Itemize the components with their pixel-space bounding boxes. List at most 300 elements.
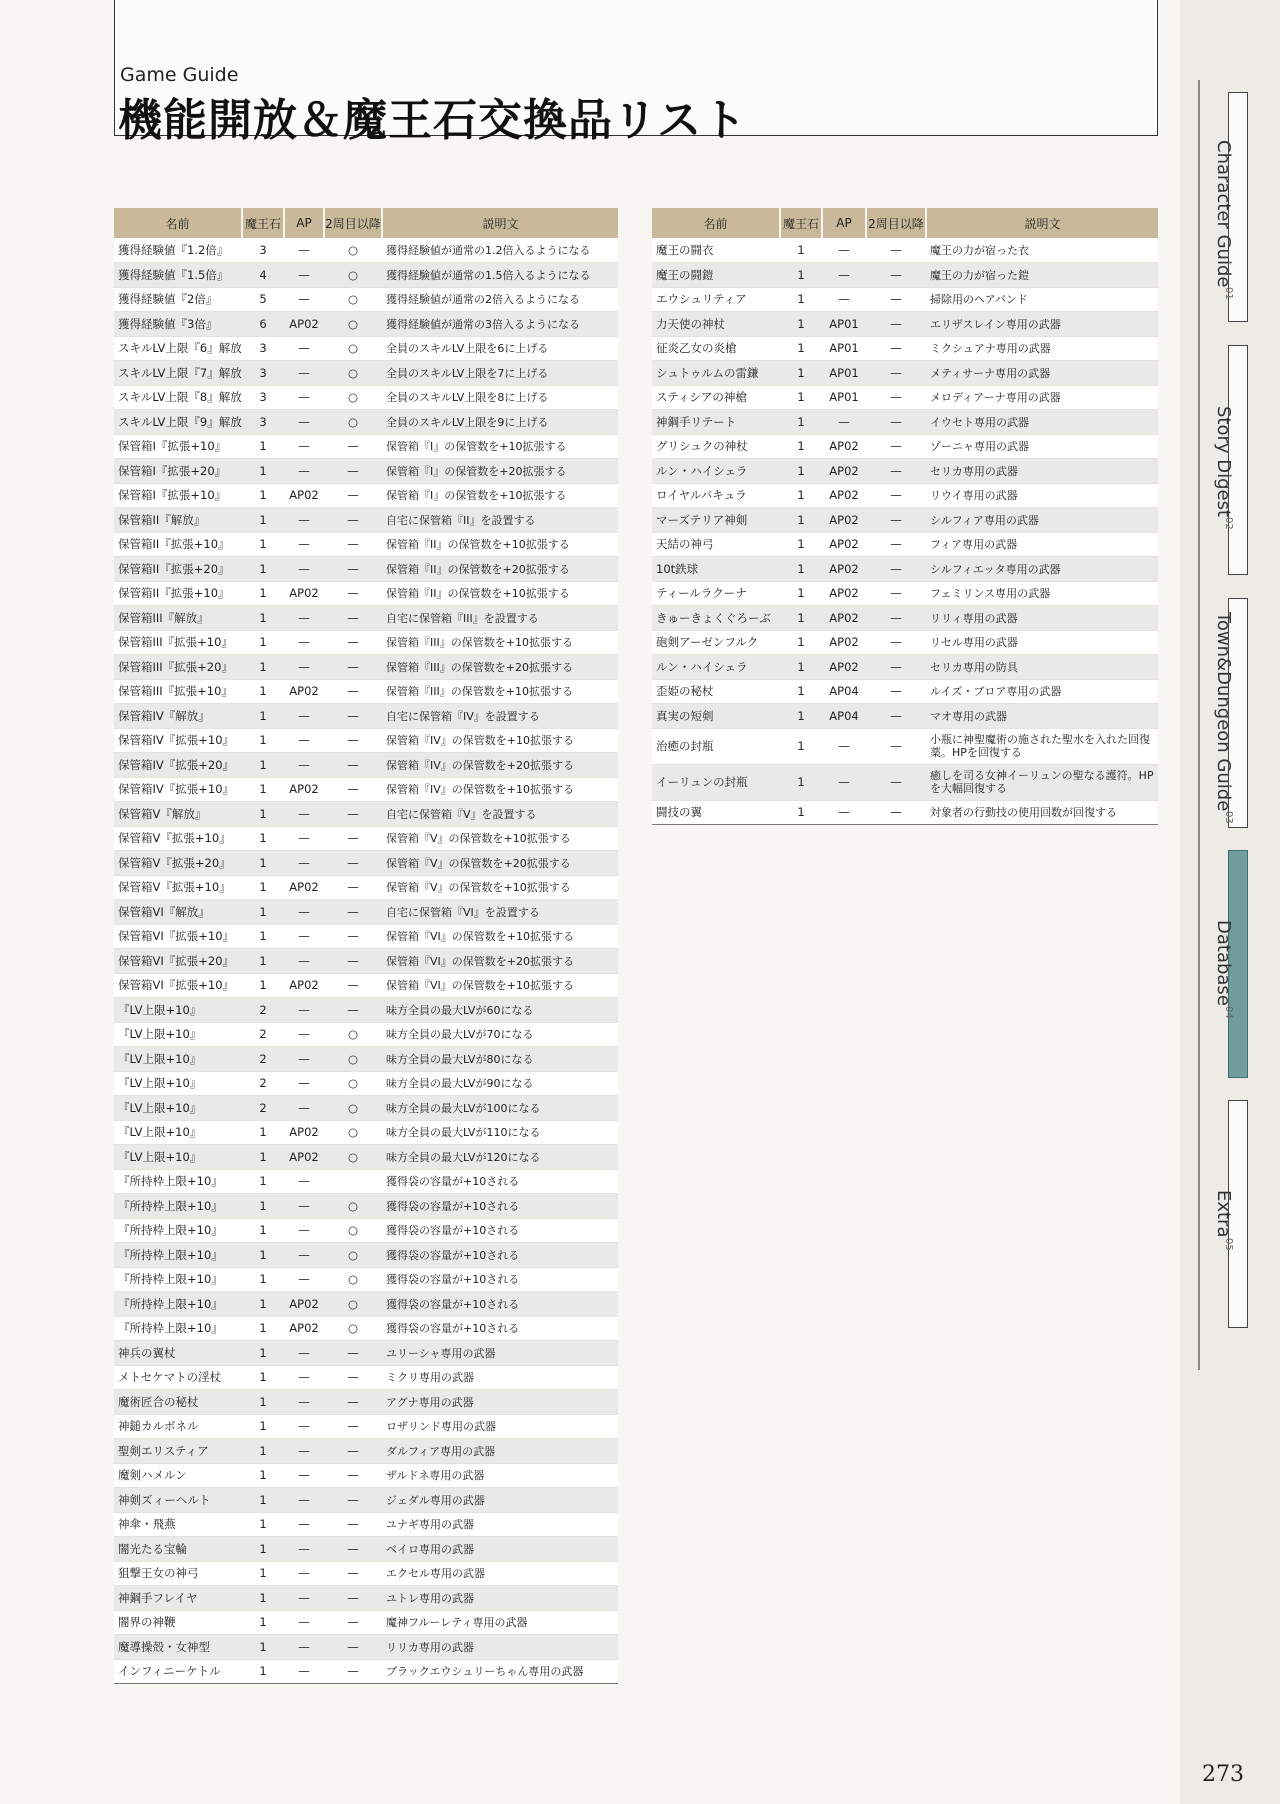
table-row — [114, 263, 618, 288]
table-row — [652, 764, 1158, 800]
cell-description: ジェダル専用の武器 — [382, 1488, 618, 1513]
cell-stone-cost: 1 — [242, 1341, 284, 1366]
table-row — [114, 1463, 618, 1488]
cell-ap: AP02 — [284, 679, 324, 704]
cell-ap: — — [284, 434, 324, 459]
cell-name: 聖剣エリスティア — [114, 1439, 242, 1464]
cell-name: 『所持枠上限+10』 — [114, 1169, 242, 1194]
table-row — [114, 1341, 618, 1366]
cell-stone-cost: 1 — [242, 630, 284, 655]
cell-description: ダルフィア専用の武器 — [382, 1439, 618, 1464]
table-row — [114, 1659, 618, 1684]
cell-description: 獲得経験値が通常の3倍入るようになる — [382, 312, 618, 337]
cell-description: 保管箱『VI』の保管数を+10拡張する — [382, 924, 618, 949]
cell-description: 保管箱『I』の保管数を+10拡張する — [382, 483, 618, 508]
cell-name: 保管箱I『拡張+20』 — [114, 459, 242, 484]
cell-description: 全員のスキルLV上限を8に上げる — [382, 385, 618, 410]
cell-second-run: — — [866, 728, 926, 764]
cell-stone-cost: 1 — [242, 704, 284, 729]
cell-description: 自宅に保管箱『V』を設置する — [382, 802, 618, 827]
table-row — [652, 336, 1158, 361]
cell-second-run: ○ — [324, 263, 382, 288]
cell-description: 自宅に保管箱『VI』を設置する — [382, 900, 618, 925]
cell-name: 保管箱III『拡張+10』 — [114, 679, 242, 704]
cell-description: メロディアーナ専用の武器 — [926, 385, 1158, 410]
cell-ap: — — [822, 287, 866, 312]
cell-ap: AP01 — [822, 361, 866, 386]
table-row — [652, 410, 1158, 435]
cell-name: 保管箱V『拡張+10』 — [114, 875, 242, 900]
cell-stone-cost: 2 — [242, 1047, 284, 1072]
cell-ap: — — [284, 1610, 324, 1635]
cell-second-run: — — [324, 508, 382, 533]
col-header-second-run: 2周目以降 — [324, 208, 382, 238]
cell-ap: — — [284, 1439, 324, 1464]
cell-second-run: — — [324, 1659, 382, 1684]
cell-second-run: — — [324, 900, 382, 925]
cell-description: 癒しを司る女神イーリュンの聖なる護符。HPを大幅回復する — [926, 764, 1158, 800]
table-row — [652, 483, 1158, 508]
cell-second-run: — — [324, 949, 382, 974]
cell-name: インフィニーケトル — [114, 1659, 242, 1684]
cell-ap: — — [284, 1561, 324, 1586]
cell-stone-cost: 1 — [242, 900, 284, 925]
cell-name: 天結の神弓 — [652, 532, 780, 557]
cell-stone-cost: 1 — [242, 826, 284, 851]
cell-second-run: — — [324, 753, 382, 778]
cell-stone-cost: 1 — [242, 777, 284, 802]
table-row — [114, 1316, 618, 1341]
col-header-second-run: 2周目以降 — [866, 208, 926, 238]
cell-name: 獲得経験値『2倍』 — [114, 287, 242, 312]
cell-name: 保管箱II『解放』 — [114, 508, 242, 533]
cell-second-run: ○ — [324, 1243, 382, 1268]
cell-stone-cost: 1 — [242, 1463, 284, 1488]
table-row — [114, 998, 618, 1023]
cell-description: 魔神フルーレティ専用の武器 — [382, 1610, 618, 1635]
cell-name: 魔剣ハメルン — [114, 1463, 242, 1488]
cell-second-run: ○ — [324, 287, 382, 312]
cell-name: 保管箱I『拡張+10』 — [114, 483, 242, 508]
cell-second-run: — — [866, 385, 926, 410]
cell-description: セリカ専用の武器 — [926, 459, 1158, 484]
table-row — [114, 1365, 618, 1390]
cell-ap: — — [822, 800, 866, 825]
cell-name: 保管箱II『拡張+10』 — [114, 532, 242, 557]
cell-name: 『LV上限+10』 — [114, 1145, 242, 1170]
cell-description: リリカ専用の武器 — [382, 1635, 618, 1660]
tab-story-digest[interactable] — [1198, 406, 1234, 538]
cell-ap: AP02 — [822, 630, 866, 655]
cell-stone-cost: 1 — [242, 532, 284, 557]
cell-name: 保管箱VI『解放』 — [114, 900, 242, 925]
cell-description: 保管箱『I』の保管数を+20拡張する — [382, 459, 618, 484]
col-header-name: 名前 — [114, 208, 242, 238]
cell-ap: — — [284, 1267, 324, 1292]
cell-second-run: — — [324, 1512, 382, 1537]
table-row — [652, 238, 1158, 263]
cell-name: 神鎚カルボネル — [114, 1414, 242, 1439]
cell-stone-cost: 1 — [780, 606, 822, 631]
cell-second-run: — — [324, 1488, 382, 1513]
cell-description: 保管箱『IV』の保管数を+20拡張する — [382, 753, 618, 778]
cell-second-run: — — [324, 1414, 382, 1439]
cell-ap: — — [284, 900, 324, 925]
cell-ap: — — [284, 655, 324, 680]
cell-second-run: — — [324, 875, 382, 900]
cell-second-run: ○ — [324, 1047, 382, 1072]
cell-description: ブラックエウシュリーちゃん専用の武器 — [382, 1659, 618, 1684]
col-header-ap: AP — [284, 208, 324, 238]
table-row — [114, 1022, 618, 1047]
cell-description: リセル専用の武器 — [926, 630, 1158, 655]
cell-name: スキルLV上限『9』解放 — [114, 410, 242, 435]
table-row — [114, 1610, 618, 1635]
cell-description: ベイロ専用の武器 — [382, 1537, 618, 1562]
cell-name: 保管箱VI『拡張+10』 — [114, 973, 242, 998]
cell-stone-cost: 1 — [780, 581, 822, 606]
cell-stone-cost: 1 — [242, 655, 284, 680]
cell-description: 味方全員の最大LVが60になる — [382, 998, 618, 1023]
cell-description: 味方全員の最大LVが110になる — [382, 1120, 618, 1145]
cell-description: イウセト専用の武器 — [926, 410, 1158, 435]
table-row — [652, 704, 1158, 729]
cell-name: 神傘・飛燕 — [114, 1512, 242, 1537]
cell-stone-cost: 1 — [242, 1194, 284, 1219]
cell-name: 神鋼手フレイヤ — [114, 1586, 242, 1611]
table-row — [652, 728, 1158, 764]
cell-second-run — [324, 1169, 382, 1194]
cell-description: 保管箱『III』の保管数を+10拡張する — [382, 679, 618, 704]
cell-ap: — — [284, 287, 324, 312]
cell-second-run: — — [866, 508, 926, 533]
cell-description: ユナギ専用の武器 — [382, 1512, 618, 1537]
cell-name: 獲得経験値『1.2倍』 — [114, 238, 242, 263]
tab-label: Database — [1213, 920, 1234, 1006]
cell-stone-cost: 1 — [242, 973, 284, 998]
cell-name: 保管箱V『拡張+20』 — [114, 851, 242, 876]
cell-name: 保管箱IV『拡張+10』 — [114, 728, 242, 753]
cell-name: 『所持枠上限+10』 — [114, 1194, 242, 1219]
cell-stone-cost: 1 — [242, 1267, 284, 1292]
cell-second-run: — — [324, 1390, 382, 1415]
cell-name: 神兵の翼杖 — [114, 1341, 242, 1366]
cell-description: 保管箱『VI』の保管数を+20拡張する — [382, 949, 618, 974]
cell-ap: — — [284, 998, 324, 1023]
table-row — [652, 655, 1158, 680]
cell-stone-cost: 1 — [242, 557, 284, 582]
cell-ap: AP02 — [284, 1120, 324, 1145]
cell-name: 『LV上限+10』 — [114, 1022, 242, 1047]
cell-second-run: ○ — [324, 238, 382, 263]
cell-second-run: — — [866, 483, 926, 508]
cell-description: エクセル専用の武器 — [382, 1561, 618, 1586]
cell-description: 保管箱『IV』の保管数を+10拡張する — [382, 777, 618, 802]
cell-ap: — — [284, 1022, 324, 1047]
cell-name: 治癒の封瓶 — [652, 728, 780, 764]
table-row — [652, 385, 1158, 410]
table-row — [114, 1635, 618, 1660]
cell-description: 保管箱『II』の保管数を+10拡張する — [382, 532, 618, 557]
cell-second-run: — — [324, 581, 382, 606]
cell-name: 『LV上限+10』 — [114, 1120, 242, 1145]
cell-description: 味方全員の最大LVが100になる — [382, 1096, 618, 1121]
cell-stone-cost: 1 — [780, 459, 822, 484]
cell-name: 『LV上限+10』 — [114, 998, 242, 1023]
tab-extra[interactable] — [1198, 1190, 1234, 1258]
cell-name: 力天使の神杖 — [652, 312, 780, 337]
cell-description: ミクリ専用の武器 — [382, 1365, 618, 1390]
cell-second-run: — — [866, 704, 926, 729]
cell-stone-cost: 1 — [242, 1512, 284, 1537]
table-row — [114, 312, 618, 337]
cell-ap: — — [284, 1586, 324, 1611]
cell-stone-cost: 1 — [242, 1537, 284, 1562]
cell-name: スキルLV上限『8』解放 — [114, 385, 242, 410]
cell-second-run: — — [324, 434, 382, 459]
table-row — [114, 679, 618, 704]
cell-description: 全員のスキルLV上限を7に上げる — [382, 361, 618, 386]
table-row — [114, 483, 618, 508]
cell-name: 魔術匠合の秘杖 — [114, 1390, 242, 1415]
cell-stone-cost: 1 — [242, 679, 284, 704]
table-row — [114, 1267, 618, 1292]
cell-ap: — — [284, 410, 324, 435]
cell-ap: — — [284, 532, 324, 557]
cell-stone-cost: 1 — [242, 1561, 284, 1586]
cell-second-run: — — [324, 704, 382, 729]
cell-name: イーリュンの封瓶 — [652, 764, 780, 800]
cell-ap: — — [284, 802, 324, 827]
cell-description: 保管箱『II』の保管数を+10拡張する — [382, 581, 618, 606]
cell-name: グリシュクの神杖 — [652, 434, 780, 459]
cell-second-run: ○ — [324, 1022, 382, 1047]
table-row — [114, 851, 618, 876]
cell-name: 魔王の闘鎧 — [652, 263, 780, 288]
cell-second-run: — — [324, 630, 382, 655]
cell-second-run: — — [324, 557, 382, 582]
cell-second-run: ○ — [324, 336, 382, 361]
table-row — [114, 1096, 618, 1121]
cell-description: 魔王の力が宿った衣 — [926, 238, 1158, 263]
table-row — [114, 606, 618, 631]
cell-description: 味方全員の最大LVが90になる — [382, 1071, 618, 1096]
cell-name: 神剣ズィーヘルト — [114, 1488, 242, 1513]
cell-stone-cost: 3 — [242, 410, 284, 435]
cell-stone-cost: 1 — [780, 238, 822, 263]
cell-ap: AP02 — [822, 459, 866, 484]
table-row — [652, 508, 1158, 533]
cell-stone-cost: 1 — [242, 1439, 284, 1464]
cell-ap: AP02 — [822, 532, 866, 557]
cell-name: 『LV上限+10』 — [114, 1047, 242, 1072]
cell-name: 真実の短剣 — [652, 704, 780, 729]
cell-stone-cost: 1 — [242, 1243, 284, 1268]
cell-name: ロイヤルバキュラ — [652, 483, 780, 508]
cell-description: 掃除用のヘアバンド — [926, 287, 1158, 312]
cell-ap: — — [284, 1194, 324, 1219]
cell-stone-cost: 1 — [242, 606, 284, 631]
cell-second-run: ○ — [324, 410, 382, 435]
cell-stone-cost: 1 — [242, 434, 284, 459]
right-item-table — [652, 208, 1158, 825]
cell-second-run: — — [866, 312, 926, 337]
cell-ap: — — [822, 238, 866, 263]
cell-second-run: — — [866, 336, 926, 361]
tab-town-dungeon[interactable] — [1198, 612, 1234, 832]
cell-name: 保管箱II『拡張+10』 — [114, 581, 242, 606]
col-header-stone: 魔王石 — [780, 208, 822, 238]
cell-second-run: — — [866, 679, 926, 704]
cell-ap: — — [284, 1488, 324, 1513]
tab-database[interactable] — [1198, 920, 1234, 1027]
table-row — [114, 1586, 618, 1611]
cell-name: 10t鉄球 — [652, 557, 780, 582]
cell-stone-cost: 1 — [242, 1218, 284, 1243]
cell-description: 保管箱『I』の保管数を+10拡張する — [382, 434, 618, 459]
cell-ap: — — [284, 385, 324, 410]
cell-description: 獲得袋の容量が+10される — [382, 1267, 618, 1292]
cell-description: 魔王の力が宿った鎧 — [926, 263, 1158, 288]
cell-ap: AP02 — [284, 1145, 324, 1170]
cell-second-run: — — [324, 924, 382, 949]
cell-stone-cost: 6 — [242, 312, 284, 337]
cell-stone-cost: 1 — [780, 557, 822, 582]
cell-description: 自宅に保管箱『II』を設置する — [382, 508, 618, 533]
cell-description: 保管箱『III』の保管数を+20拡張する — [382, 655, 618, 680]
cell-stone-cost: 1 — [242, 1145, 284, 1170]
cell-description: 獲得経験値が通常の1.2倍入るようになる — [382, 238, 618, 263]
page-title: 機能開放＆魔王石交換品リスト — [118, 95, 748, 146]
tab-character-guide[interactable] — [1198, 140, 1234, 308]
cell-name: 狙撃王女の神弓 — [114, 1561, 242, 1586]
cell-second-run: — — [324, 1341, 382, 1366]
cell-second-run: — — [324, 826, 382, 851]
tab-label: Town&Dungeon Guide — [1213, 612, 1234, 812]
cell-ap: AP02 — [284, 973, 324, 998]
table-row — [114, 287, 618, 312]
cell-second-run: — — [866, 361, 926, 386]
table-row — [114, 1218, 618, 1243]
table-row — [114, 1488, 618, 1513]
cell-ap: AP02 — [284, 1292, 324, 1317]
table-row — [114, 1537, 618, 1562]
cell-ap: — — [284, 1243, 324, 1268]
cell-second-run: — — [324, 1635, 382, 1660]
cell-stone-cost: 3 — [242, 336, 284, 361]
cell-description: ザルドネ専用の武器 — [382, 1463, 618, 1488]
cell-description: 獲得経験値が通常の1.5倍入るようになる — [382, 263, 618, 288]
cell-description: 保管箱『IV』の保管数を+10拡張する — [382, 728, 618, 753]
col-header-name: 名前 — [652, 208, 780, 238]
cell-ap: AP02 — [284, 581, 324, 606]
cell-ap: — — [284, 459, 324, 484]
cell-ap: — — [822, 728, 866, 764]
cell-name: 闇界の神鞭 — [114, 1610, 242, 1635]
table-row — [114, 532, 618, 557]
cell-stone-cost: 1 — [780, 483, 822, 508]
cell-ap: — — [284, 1659, 324, 1684]
cell-ap: — — [284, 1635, 324, 1660]
cell-name: 神鋼手リテート — [652, 410, 780, 435]
cell-name: ティールラクーナ — [652, 581, 780, 606]
table-row — [114, 728, 618, 753]
table-row — [652, 581, 1158, 606]
cell-stone-cost: 1 — [780, 655, 822, 680]
table-row — [114, 1292, 618, 1317]
cell-ap: — — [284, 1169, 324, 1194]
cell-ap: AP02 — [284, 483, 324, 508]
table-row — [652, 606, 1158, 631]
cell-description: エリザスレイン専用の武器 — [926, 312, 1158, 337]
cell-ap: — — [284, 1096, 324, 1121]
col-header-ap: AP — [822, 208, 866, 238]
cell-name: ルン・ハイシェラ — [652, 459, 780, 484]
cell-ap: AP01 — [822, 336, 866, 361]
cell-stone-cost: 1 — [242, 1659, 284, 1684]
cell-ap: — — [284, 826, 324, 851]
cell-second-run: — — [866, 410, 926, 435]
cell-name: 保管箱III『拡張+20』 — [114, 655, 242, 680]
cell-description: 味方全員の最大LVが80になる — [382, 1047, 618, 1072]
cell-description: ユトレ専用の武器 — [382, 1586, 618, 1611]
cell-name: シュトゥルムの雷鎌 — [652, 361, 780, 386]
cell-description: リウイ専用の武器 — [926, 483, 1158, 508]
cell-stone-cost: 1 — [780, 764, 822, 800]
cell-name: 保管箱IV『拡張+20』 — [114, 753, 242, 778]
table-row — [114, 557, 618, 582]
cell-stone-cost: 2 — [242, 1022, 284, 1047]
cell-description: 獲得袋の容量が+10される — [382, 1243, 618, 1268]
tab-number: 05 — [1223, 1237, 1234, 1251]
cell-description: 獲得袋の容量が+10される — [382, 1292, 618, 1317]
cell-stone-cost: 1 — [242, 802, 284, 827]
cell-name: ルン・ハイシェラ — [652, 655, 780, 680]
cell-stone-cost: 1 — [242, 851, 284, 876]
cell-ap: — — [284, 851, 324, 876]
cell-stone-cost: 1 — [242, 875, 284, 900]
cell-name: 保管箱II『拡張+20』 — [114, 557, 242, 582]
cell-ap: — — [284, 949, 324, 974]
cell-name: 保管箱IV『拡張+10』 — [114, 777, 242, 802]
cell-ap: — — [284, 1463, 324, 1488]
table-row — [114, 336, 618, 361]
cell-second-run: — — [324, 1439, 382, 1464]
cell-description: 獲得袋の容量が+10される — [382, 1194, 618, 1219]
cell-stone-cost: 1 — [780, 508, 822, 533]
cell-ap: AP02 — [284, 875, 324, 900]
cell-stone-cost: 1 — [780, 679, 822, 704]
table-row — [114, 802, 618, 827]
cell-stone-cost: 2 — [242, 1071, 284, 1096]
cell-second-run: — — [324, 679, 382, 704]
cell-ap: — — [284, 238, 324, 263]
table-row — [114, 973, 618, 998]
tab-label: Extra — [1213, 1190, 1234, 1238]
cell-ap: — — [284, 263, 324, 288]
table-row — [652, 459, 1158, 484]
cell-description: 全員のスキルLV上限を9に上げる — [382, 410, 618, 435]
table-row — [652, 287, 1158, 312]
cell-description: 獲得袋の容量が+10される — [382, 1169, 618, 1194]
cell-description: メティサーナ専用の武器 — [926, 361, 1158, 386]
table-row — [114, 385, 618, 410]
cell-stone-cost: 1 — [242, 1586, 284, 1611]
table-row — [114, 900, 618, 925]
cell-second-run: — — [866, 630, 926, 655]
cell-stone-cost: 1 — [242, 459, 284, 484]
cell-ap: — — [284, 508, 324, 533]
